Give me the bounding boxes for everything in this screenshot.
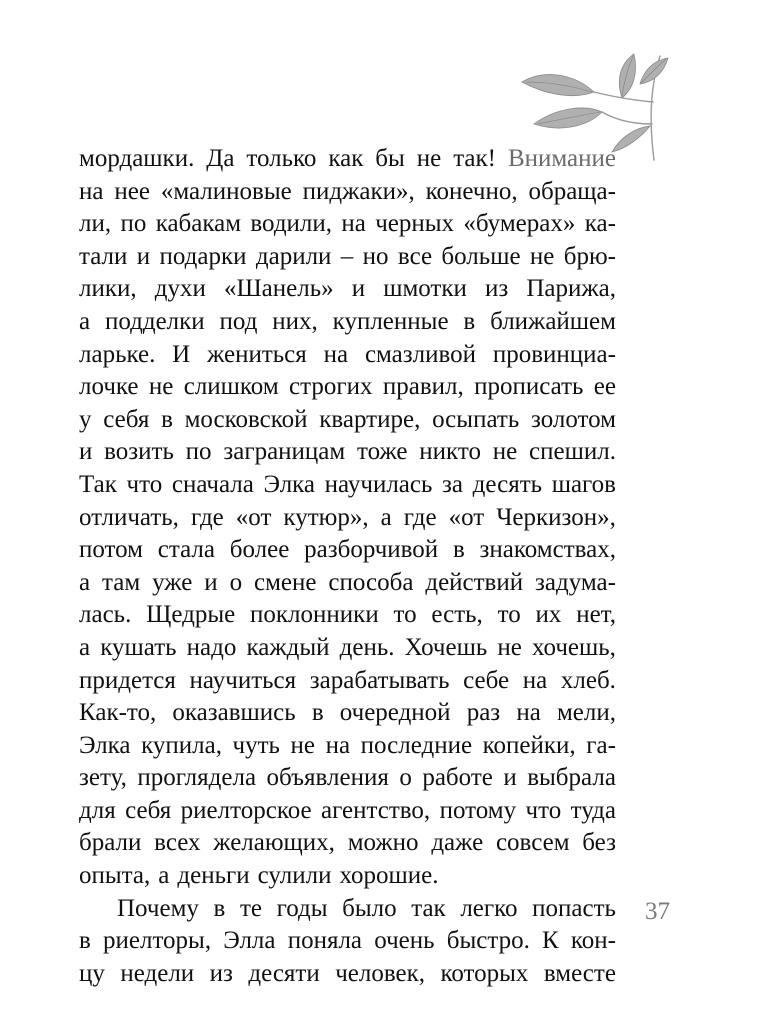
text-line [79,436,616,469]
word: которых [440,959,529,987]
text-line [79,534,616,567]
word: было [342,894,397,922]
word: день. [339,633,395,661]
word: о [399,764,412,792]
word: Элка [79,731,131,759]
word: на [522,666,548,694]
word: что [126,470,163,498]
word: надо [186,633,237,661]
word: Да [206,145,235,172]
word: купленные [332,307,449,335]
text-line [79,208,616,241]
text-line [79,306,616,339]
word: те [239,894,262,922]
word: смазливой [364,340,477,368]
word: где [190,503,224,531]
word: купила, [141,731,222,759]
word: что [525,796,562,824]
word: ли, [79,210,112,238]
word: жениться [207,340,307,368]
text-line [79,893,616,926]
text-line [79,697,616,730]
word: разборчивой [304,536,439,564]
text-line [79,371,616,404]
word: Как-то, [79,699,157,727]
text-line [79,860,616,893]
word: чуть [232,731,280,759]
word: Почему [117,894,199,922]
word: попасть [532,894,616,922]
word: годы [276,894,328,922]
body-text [79,143,616,990]
word: московской [184,405,308,433]
word: раз [466,699,501,727]
text-line [79,502,616,535]
faded-word: Внимание [507,145,616,172]
word: шмотки [383,275,467,303]
word: копейки, [482,731,576,759]
word: больше [441,242,521,270]
text-line [79,762,616,795]
word: отличать, [79,503,179,531]
word: квартире, [319,405,421,433]
word: потому [439,796,517,824]
word: объявления [266,764,389,792]
word: не [497,633,522,661]
word: желающих, [213,829,335,857]
word: бы [375,145,405,172]
word: хлеб. [560,666,616,694]
word: себя [103,405,150,433]
word: последние [360,731,473,759]
text-line [79,567,616,600]
word: оказавшись [172,699,296,727]
word: человек, [335,959,425,987]
word: спешил. [529,438,616,466]
word: заграницам [223,438,346,466]
word: прописать [474,373,584,401]
word: совсем [495,829,570,857]
text-line [79,176,616,209]
word: как [328,145,364,172]
text-line [79,632,616,665]
word: дарили [255,242,332,270]
word: поняла [287,927,363,955]
word: даже [431,829,484,857]
text-line [79,958,616,991]
word: можно [347,829,419,857]
word: так [411,894,446,922]
word: риелторы, [103,927,212,955]
word: зарабатывать [309,666,450,694]
word: из [209,959,233,987]
word: опыта, [79,862,151,890]
word: из [484,275,509,303]
word: правил, [382,373,464,401]
word: выбрала [527,764,616,792]
word: на [323,340,349,368]
word: лочке [79,373,139,401]
text-line [79,273,616,306]
word: провинциа- [492,340,616,368]
word: на [516,699,541,727]
word: научиться [189,666,297,694]
word: очередной [339,699,451,727]
word: возить [104,438,174,466]
word: нет, [576,601,616,629]
word: под [219,307,258,335]
word: И [172,340,191,368]
word: водили, [250,210,333,238]
word: духи [154,275,206,303]
word: деньги [177,862,250,890]
word: но [362,242,389,270]
word: тоже [357,438,408,466]
word: и [503,764,517,792]
word: пиджаки», [302,177,415,205]
word: все [397,242,433,270]
word: действий [425,568,524,596]
word: шагов [551,470,616,498]
word: десяти [248,959,320,987]
word: очень [374,927,435,955]
word: «от [448,503,485,531]
word: ларьке. [79,340,156,368]
word: строгих [289,373,373,401]
word: осыпать [432,405,520,433]
word: где [403,503,437,531]
word: не [148,373,174,401]
word: сначала [171,470,254,498]
text-line [79,404,616,437]
word: в [311,699,324,727]
word: обраща- [528,177,616,205]
word: уже [152,568,193,596]
text-line [79,241,616,274]
word: знакомствах, [479,536,616,564]
word: и [204,568,218,596]
word: на [325,731,351,759]
paragraph-2 [79,893,616,991]
word: мели, [556,699,616,727]
word: конечно, [425,177,518,205]
word: них, [272,307,318,335]
word: риелторское [180,796,312,824]
word: золотом [530,405,616,433]
word: никто [419,438,481,466]
word: тали [79,242,128,270]
word: проглядела [137,764,257,792]
word: только [246,145,317,172]
word: черных [375,210,455,238]
word: сулили [257,862,332,890]
word: К [542,927,559,955]
text-line [79,339,616,372]
word: себя [125,796,172,824]
word: «Шанель» [223,275,334,303]
word: в [463,307,476,335]
word: и [79,438,93,466]
word: себе [463,666,510,694]
word: а [158,862,170,890]
word: каждый [246,633,330,661]
word: ее [593,373,616,401]
page-number: 37 [645,898,670,925]
word: зету, [79,764,127,792]
word: а [79,633,91,661]
word: подарки [159,242,247,270]
word: задума- [535,568,616,596]
word: на [79,177,104,205]
word: по [120,210,147,238]
word: «от [235,503,272,531]
word: в [161,405,173,433]
word: – [340,242,354,270]
word: туда [570,796,616,824]
word: научилась [324,470,433,498]
paragraph-1 [79,143,616,893]
word: агентство, [321,796,431,824]
word: цу [79,959,105,987]
text-line [79,143,616,176]
word: хочешь, [531,633,616,661]
word: в [452,536,465,564]
word: ка- [584,210,616,238]
text-line [79,827,616,860]
word: их [535,601,562,629]
word: то [497,601,521,629]
word: вместе [543,959,616,987]
word: придется [79,666,176,694]
word: о [229,568,243,596]
word: более [229,536,290,564]
word: не [290,731,316,759]
word: работе [422,764,493,792]
text-line [79,730,616,763]
word: подделки [104,307,205,335]
word: а [79,568,91,596]
word: не [492,438,518,466]
word: мордашки. [79,145,195,172]
word: га- [586,731,616,759]
word: ближайшем [490,307,616,335]
text-line [79,665,616,698]
word: за [442,470,464,498]
word: кабакам [155,210,242,238]
text-line [79,469,616,502]
word: «бумерах» [463,210,576,238]
text-line [79,925,616,958]
word: смене [253,568,317,596]
word: Хочешь [404,633,488,661]
word: легко [460,894,518,922]
word: в [79,927,91,955]
word: лась. [79,601,132,629]
word: так! [453,145,496,172]
word: по [185,438,212,466]
word: лики, [79,275,137,303]
word: недели [120,959,195,987]
word: не [416,145,442,172]
word: там [102,568,141,596]
word: и [351,275,366,303]
word: брали [79,829,142,857]
word: Черкизон», [496,503,616,531]
word: способа [328,568,414,596]
word: всех [154,829,201,857]
word: Парижа, [526,275,616,303]
word: а [380,503,392,531]
word: «малиновые [160,177,292,205]
text-line [79,599,616,632]
word: стала [157,536,215,564]
word: кушать [100,633,177,661]
word: кон- [570,927,616,955]
word: то [393,601,417,629]
word: быстро. [446,927,530,955]
word: слишком [183,373,279,401]
word: нее [114,177,150,205]
word: на [341,210,366,238]
word: без [582,829,616,857]
word: у [79,405,92,433]
word: Щедрые [146,601,236,629]
word: есть, [431,601,483,629]
word: не [529,242,555,270]
word: десять [472,470,543,498]
word: хорошие. [339,862,439,890]
word: потом [79,536,143,564]
word: поклонники [250,601,379,629]
word: Элла [223,927,276,955]
word: и [136,242,151,270]
word: Так [79,470,117,498]
word: для [79,796,116,824]
word: брю- [563,242,616,270]
word: Элка [263,470,316,498]
word: кутюр», [283,503,369,531]
word: в [213,894,226,922]
text-line [79,795,616,828]
word: а [79,307,91,335]
